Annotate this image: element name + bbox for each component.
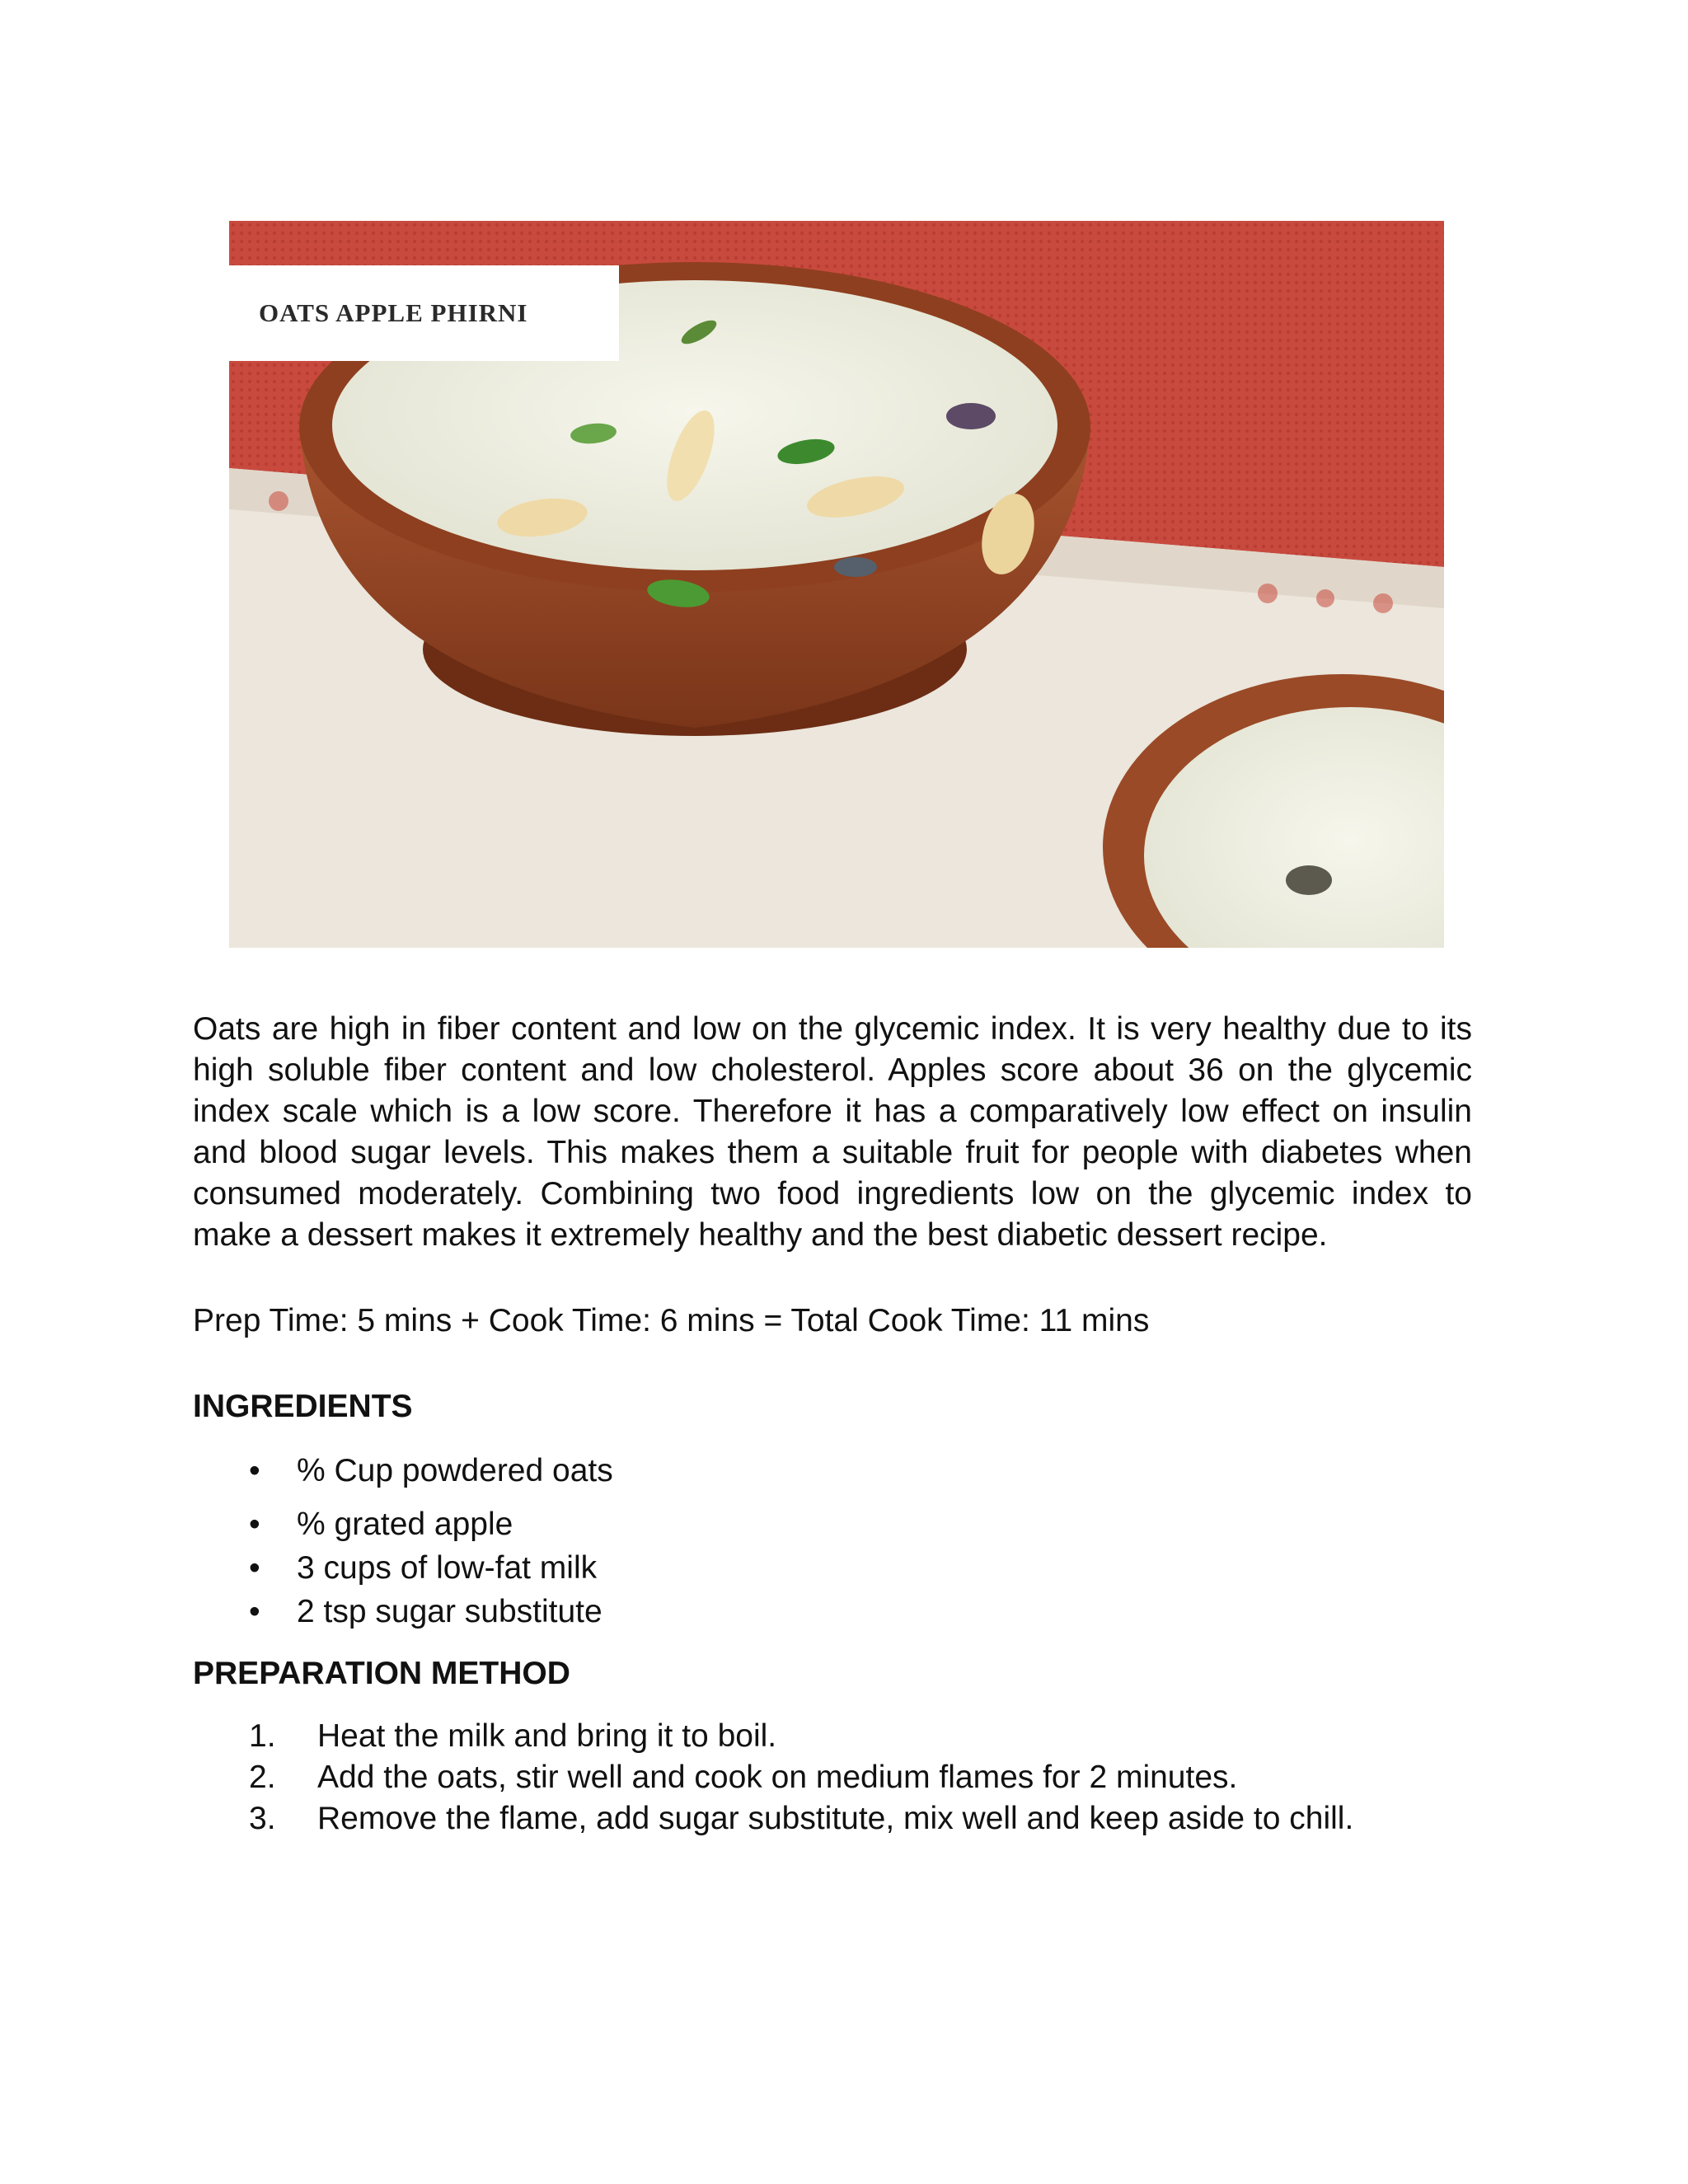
ingredient-item xyxy=(249,1449,1472,1493)
step-number: 1. xyxy=(249,1718,276,1754)
step-text: Add the oats, stir well and cook on medium flames for 2 minutes. xyxy=(317,1760,1238,1795)
preparation-heading: PREPARATION METHOD xyxy=(193,1656,570,1691)
ingredients-heading: INGREDIENTS xyxy=(193,1389,413,1424)
step-item xyxy=(249,1716,1472,1757)
ingredient-item xyxy=(249,1590,1472,1633)
step-number: 3. xyxy=(249,1801,276,1836)
ingredient-text: 2 tsp sugar substitute xyxy=(297,1594,603,1629)
intro-paragraph: Oats are high in fiber content and low on the glycemic index. It is very healthy due to its high soluble fiber content and low cholesterol. Apples score about 36 on the glycemic index scale which is a low score. Therefore it has a comparatively low effect on insulin and blood sugar levels. This makes them a suitable fruit for people with diabetes when consumed moderately. Combining two food ingredients low on the glycemic index to make a dessert makes it extremely healthy and the best diabetic dessert recipe. xyxy=(193,1011,1472,1253)
preparation-steps xyxy=(193,1716,1472,1840)
photo-title-label: OATS APPLE PHIRNI xyxy=(229,265,619,361)
bullet-icon: • xyxy=(249,1550,260,1586)
step-number: 2. xyxy=(249,1760,276,1795)
bullet-icon: • xyxy=(249,1507,260,1542)
step-item xyxy=(249,1757,1472,1798)
step-item xyxy=(249,1798,1472,1840)
bullet-icon: • xyxy=(249,1453,260,1488)
ingredient-item xyxy=(249,1502,1472,1546)
ingredient-text: % Cup powdered oats xyxy=(297,1453,613,1488)
recipe-photo xyxy=(229,221,1444,948)
bullet-icon: • xyxy=(249,1594,260,1629)
ingredient-text: % grated apple xyxy=(297,1507,513,1542)
ingredient-item xyxy=(249,1546,1472,1590)
step-text: Remove the flame, add sugar substitute, mix well and keep aside to chill. xyxy=(317,1801,1354,1836)
step-text: Heat the milk and bring it to boil. xyxy=(317,1718,777,1754)
ingredient-text: 3 cups of low-fat milk xyxy=(297,1550,598,1586)
ingredients-list xyxy=(193,1449,1472,1633)
recipe-content xyxy=(193,1009,1472,1840)
cook-times: Prep Time: 5 mins + Cook Time: 6 mins = Total Cook Time: 11 mins xyxy=(193,1303,1150,1338)
